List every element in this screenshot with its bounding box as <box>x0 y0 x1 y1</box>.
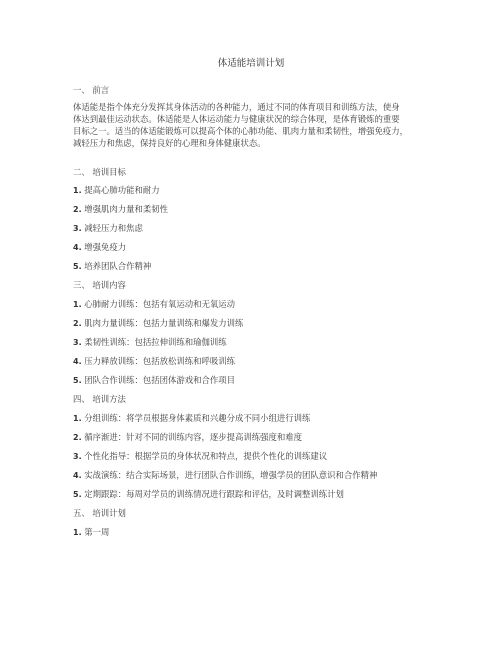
list-item <box>73 431 433 444</box>
list-number: 3. <box>73 452 82 461</box>
list-item <box>73 336 433 349</box>
list-item <box>73 374 433 387</box>
list-text: 减轻压力和焦虑 <box>84 223 143 233</box>
list-text: 压力释放训练：包括放松训练和呼吸训练 <box>84 356 236 366</box>
list-item <box>73 412 433 425</box>
list-item <box>73 241 433 254</box>
list-item <box>73 317 433 330</box>
list-text: 实战演练：结合实际场景，进行团队合作训练，增强学员的团队意识和合作精神 <box>84 470 378 480</box>
list-number: 1. <box>73 186 82 195</box>
list-number: 2. <box>73 205 82 214</box>
list-item <box>73 450 433 463</box>
list-number: 4. <box>73 471 82 480</box>
section-heading-plan: 五、 培训计划 <box>73 508 126 518</box>
list-item <box>73 222 433 235</box>
list-text: 增强免疫力 <box>84 242 127 252</box>
list-text: 柔韧性训练：包括拉伸训练和瑜伽训练 <box>84 337 227 347</box>
list-item <box>73 184 433 197</box>
section-heading-methods: 四、 培训方法 <box>73 394 126 404</box>
list-number: 2. <box>73 433 82 442</box>
list-number: 1. <box>73 300 82 309</box>
list-number: 5. <box>73 490 82 499</box>
list-text: 团队合作训练：包括团体游戏和合作项目 <box>84 375 236 385</box>
list-text: 培养团队合作精神 <box>84 261 152 271</box>
list-item <box>73 203 433 216</box>
list-text: 第一周 <box>84 527 110 537</box>
list-number: 5. <box>73 262 82 271</box>
list-text: 心肺耐力训练：包括有氧运动和无氧运动 <box>84 299 236 309</box>
list-text: 增强肌肉力量和柔韧性 <box>84 204 169 214</box>
list-text: 定期跟踪：每周对学员的训练情况进行跟踪和评估，及时调整训练计划 <box>84 489 344 499</box>
list-number: 4. <box>73 243 82 252</box>
list-text: 肌肉力量训练：包括力量训练和爆发力训练 <box>84 318 244 328</box>
preface-line: 体达到最佳运动状态。体适能是人体运动能力与健康状况的综合体现，是体育锻炼的重要 <box>73 114 400 124</box>
list-number: 2. <box>73 319 82 328</box>
list-number: 3. <box>73 224 82 233</box>
preface-line: 目标之一。适当的体适能锻炼可以提高个体的心肺功能、肌肉力量和柔韧性，增强免疫力， <box>73 126 408 136</box>
preface-line: 体适能是指个体充分发挥其身体活动的各种能力，通过不同的体育项目和训练方法，使身 <box>73 102 400 112</box>
list-item <box>73 355 433 368</box>
section-heading-content: 三、 培训内容 <box>73 280 126 290</box>
list-item <box>73 526 433 539</box>
document-title: 体适能培训计划 <box>217 58 285 69</box>
list-number: 4. <box>73 357 82 366</box>
list-text: 循序渐进：针对不同的训练内容，逐步提高训练强度和难度 <box>84 432 303 442</box>
list-text: 分组训练：将学员根据身体素质和兴趣分成不同小组进行训练 <box>84 413 311 423</box>
list-text: 提高心肺功能和耐力 <box>84 185 160 195</box>
list-number: 5. <box>73 376 82 385</box>
list-item <box>73 488 433 501</box>
section-heading-preface: 一、 前言 <box>73 85 110 95</box>
preface-line: 减轻压力和焦虑，保持良好的心理和身体健康状态。 <box>73 138 266 148</box>
list-number: 1. <box>73 528 82 537</box>
section-heading-goals: 二、 培训目标 <box>73 167 126 177</box>
list-number: 1. <box>73 414 82 423</box>
list-item <box>73 298 433 311</box>
list-text: 个性化指导：根据学员的身体状况和特点，提供个性化的训练建议 <box>84 451 328 461</box>
preface-paragraph <box>73 101 433 149</box>
list-item <box>73 260 433 273</box>
list-item <box>73 469 433 482</box>
list-number: 3. <box>73 338 82 347</box>
